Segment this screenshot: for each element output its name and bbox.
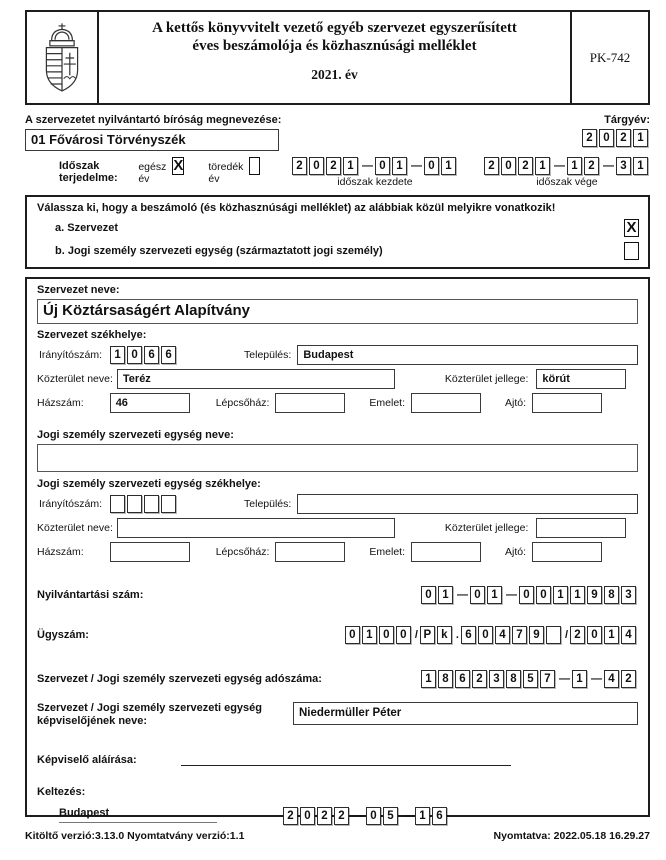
dating-date-digits[interactable]: 2 0 2 2 — 0 5 — 1 6: [283, 807, 449, 825]
org-street-input[interactable]: Teréz: [117, 369, 395, 389]
tax-number-label: Szervezet / Jogi személy szervezeti egység adószáma:: [37, 673, 322, 685]
footer-printed-text: Nyomtatva: 2022.05.18 16.29.27: [493, 830, 650, 842]
org-house-input[interactable]: 46: [110, 393, 190, 413]
org-stair-label: Lépcsőház:: [215, 397, 270, 409]
legal-unit-name-label: Jogi személy szervezeti egység neve:: [37, 429, 234, 441]
scope-section: [25, 195, 650, 269]
form-title-line2: éves beszámolója és közhasznúsági melléklet: [192, 38, 477, 54]
targyev-label: Tárgyév:: [604, 114, 650, 126]
registration-number-label: Nyilvántartási szám:: [37, 589, 144, 601]
case-number-label: Ügyszám:: [37, 629, 89, 641]
legal-unit-name-input[interactable]: [37, 444, 638, 472]
period-end-group: [484, 157, 650, 188]
legal-house-label: Házszám:: [37, 546, 84, 558]
court-label: A szervezetet nyilvántartó bíróság megnevezése:: [25, 114, 282, 126]
signature-line: [181, 752, 511, 766]
legal-zip-label: Irányítószám:: [39, 498, 103, 510]
legal-stair-input[interactable]: [275, 542, 345, 562]
period-start-group: [292, 157, 458, 188]
org-door-input[interactable]: [532, 393, 602, 413]
period-label: Időszak terjedelme:: [59, 160, 118, 184]
org-zip-label: Irányítószám:: [39, 349, 103, 361]
whole-year-checkbox[interactable]: X: [173, 157, 184, 174]
registration-number-digits[interactable]: 0 1 — 0 1 — 0 0 1 1 9 8 3: [421, 586, 638, 604]
legal-door-input[interactable]: [532, 542, 602, 562]
org-name-label: Szervezet neve:: [37, 284, 120, 296]
org-stair-input[interactable]: [275, 393, 345, 413]
org-city-input[interactable]: Budapest: [297, 345, 638, 365]
legal-zip-digits[interactable]: [110, 495, 178, 513]
form-title-block: [99, 12, 570, 103]
footer-version-text: Kitöltő verzió:3.13.0 Nyomtatvány verzió:1.1: [25, 830, 245, 842]
coat-of-arms-icon: [27, 12, 99, 103]
org-floor-input[interactable]: [411, 393, 481, 413]
legal-stair-label: Lépcsőház:: [215, 546, 270, 558]
court-input[interactable]: 01 Fővárosi Törvényszék: [25, 129, 279, 151]
representative-name-input[interactable]: Niedermüller Péter: [293, 702, 638, 725]
targyev-digits[interactable]: 2 0 2 1: [582, 129, 650, 147]
org-name-input[interactable]: Új Köztársaságért Alapítvány: [37, 299, 638, 324]
org-house-label: Házszám:: [37, 397, 84, 409]
legal-city-input[interactable]: [297, 494, 638, 514]
legal-unit-address-label: Jogi személy szervezeti egység székhelye:: [37, 478, 261, 490]
legal-street-type-input[interactable]: [536, 518, 626, 538]
org-address-label: Szervezet székhelye:: [37, 329, 147, 341]
org-zip-digits[interactable]: 1 0 6 6: [110, 346, 178, 364]
form-code: PK-742: [570, 12, 648, 103]
scope-option-b-label: b. Jogi személy szervezeti egység (származtatott jogi személy): [55, 245, 383, 257]
legal-city-label: Település:: [244, 498, 292, 510]
legal-street-type-label: Közterület jellege:: [444, 522, 529, 534]
signature-label: Képviselő aláírása:: [37, 754, 137, 766]
legal-floor-label: Emelet:: [369, 546, 406, 558]
form-title-line1: A kettős könyvvitelt vezető egyéb szervezet egyszerűsített: [152, 20, 517, 36]
period-end-caption: időszak vége: [536, 176, 598, 188]
main-section: [25, 277, 650, 822]
legal-street-input[interactable]: [117, 518, 395, 538]
scope-option-a-checkbox[interactable]: X: [624, 219, 639, 237]
tax-number-digits[interactable]: 1 8 6 2 3 8 5 7 — 1 — 4 2: [421, 670, 638, 688]
org-door-label: Ajtó:: [505, 397, 527, 409]
org-street-type-label: Közterület jellege:: [444, 373, 529, 385]
org-floor-label: Emelet:: [369, 397, 406, 409]
period-end-digits[interactable]: 2 0 2 1 — 1 2 — 3 1: [484, 157, 650, 175]
legal-house-input[interactable]: [110, 542, 190, 562]
form-year: 2021. év: [311, 67, 358, 82]
org-street-type-input[interactable]: körút: [536, 369, 626, 389]
partial-year-label: töredék év: [208, 161, 244, 185]
period-start-caption: időszak kezdete: [337, 176, 413, 188]
form-title: [99, 19, 570, 55]
dating-label: Keltezés:: [37, 786, 86, 798]
legal-floor-input[interactable]: [411, 542, 481, 562]
scope-option-b-checkbox[interactable]: [624, 242, 639, 260]
representative-name-label: Szervezet / Jogi személy szervezeti egység képviselőjének neve:: [37, 702, 263, 727]
form-header: [25, 10, 650, 105]
whole-year-label: egész év: [138, 161, 167, 185]
scope-prompt: Válassza ki, hogy a beszámoló (és közhasznúsági melléklet) az alábbiak közül melyikre vonatkozik!: [37, 202, 556, 214]
legal-street-label: Közterület neve:: [37, 522, 113, 534]
org-street-label: Közterület neve:: [37, 373, 113, 385]
org-city-label: Település:: [244, 349, 292, 361]
dating-place[interactable]: Budapest: [59, 807, 217, 823]
scope-option-a-label: a. Szervezet: [55, 222, 118, 234]
legal-door-label: Ajtó:: [505, 546, 527, 558]
period-start-digits[interactable]: 2 0 2 1 — 0 1 — 0 1: [292, 157, 458, 175]
case-number-digits[interactable]: 0 1 0 0 / P k . 6 0 4 7 9 / 2 0 1 4: [345, 626, 638, 644]
partial-year-checkbox[interactable]: [249, 157, 260, 175]
